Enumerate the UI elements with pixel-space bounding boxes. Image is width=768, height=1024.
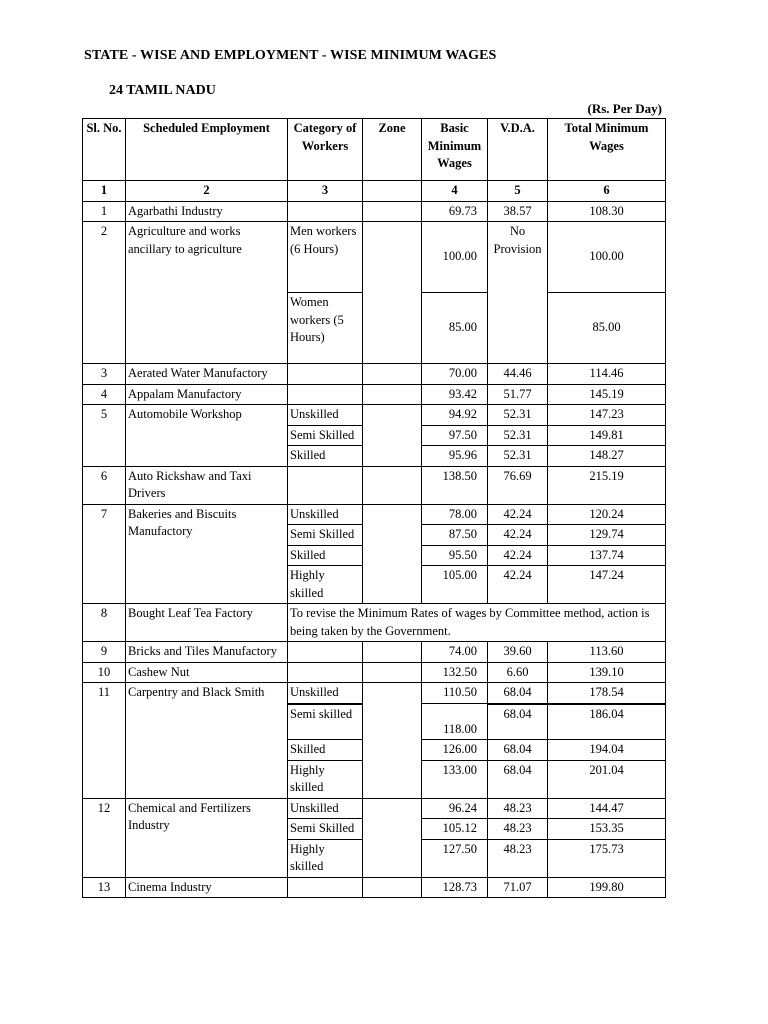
colnum: 3 <box>288 181 363 202</box>
minimum-wages-table <box>82 118 666 898</box>
header-row <box>83 119 666 181</box>
table-row <box>83 222 666 293</box>
table-row <box>83 683 666 704</box>
category-cell: Semi Skilled <box>288 819 363 840</box>
table-row <box>83 504 666 525</box>
basic-cell: 95.50 <box>422 545 488 566</box>
total-cell: 148.27 <box>548 446 666 467</box>
sl-cell: 4 <box>83 384 126 405</box>
category-cell: Unskilled <box>288 798 363 819</box>
total-cell: 194.04 <box>548 740 666 761</box>
basic-cell: 132.50 <box>422 662 488 683</box>
vda-cell: 42.24 <box>488 545 548 566</box>
colnum <box>363 181 422 202</box>
table-row <box>83 604 666 642</box>
basic-cell: 87.50 <box>422 525 488 546</box>
employment-cell: Chemical and Fertilizers Industry <box>126 798 288 877</box>
zone-cell <box>363 222 422 364</box>
vda-cell: 68.04 <box>488 760 548 798</box>
total-cell: 215.19 <box>548 466 666 504</box>
total-cell: 100.00 <box>548 222 666 293</box>
employment-cell: Agarbathi Industry <box>126 201 288 222</box>
sl-cell: 8 <box>83 604 126 642</box>
sl-cell: 11 <box>83 683 126 799</box>
category-cell: Men workers (6 Hours) <box>288 222 363 293</box>
category-cell <box>288 201 363 222</box>
vda-cell: 76.69 <box>488 466 548 504</box>
vda-cell: 6.60 <box>488 662 548 683</box>
vda-cell: 48.23 <box>488 798 548 819</box>
sl-cell: 10 <box>83 662 126 683</box>
vda-cell: 42.24 <box>488 504 548 525</box>
employment-cell: Bakeries and Biscuits Manufactory <box>126 504 288 604</box>
sl-cell: 12 <box>83 798 126 877</box>
category-cell <box>288 642 363 663</box>
zone-cell <box>363 405 422 467</box>
employment-cell: Automobile Workshop <box>126 405 288 467</box>
category-cell <box>288 877 363 898</box>
vda-cell: 68.04 <box>488 704 548 740</box>
vda-cell: 71.07 <box>488 877 548 898</box>
header-employment: Scheduled Employment <box>126 119 288 181</box>
vda-cell: 51.77 <box>488 384 548 405</box>
zone-cell <box>363 201 422 222</box>
employment-cell: Bricks and Tiles Manufactory <box>126 642 288 663</box>
sl-cell: 13 <box>83 877 126 898</box>
total-cell: 147.24 <box>548 566 666 604</box>
category-cell <box>288 364 363 385</box>
basic-cell: 96.24 <box>422 798 488 819</box>
category-cell: Unskilled <box>288 504 363 525</box>
total-cell: 145.19 <box>548 384 666 405</box>
basic-cell: 133.00 <box>422 760 488 798</box>
vda-cell: No Provision <box>488 222 548 364</box>
table-row <box>83 642 666 663</box>
category-cell: Skilled <box>288 545 363 566</box>
table-row <box>83 877 666 898</box>
zone-cell <box>363 384 422 405</box>
total-cell: 149.81 <box>548 425 666 446</box>
basic-cell: 94.92 <box>422 405 488 426</box>
basic-cell: 138.50 <box>422 466 488 504</box>
vda-cell: 39.60 <box>488 642 548 663</box>
colnum: 5 <box>488 181 548 202</box>
zone-cell <box>363 683 422 799</box>
vda-cell: 68.04 <box>488 740 548 761</box>
state-heading: 24 TAMIL NADU <box>109 83 216 98</box>
header-vda: V.D.A. <box>488 119 548 181</box>
sl-cell: 7 <box>83 504 126 604</box>
basic-cell: 85.00 <box>422 293 488 364</box>
basic-cell: 118.00 <box>422 704 488 740</box>
basic-cell: 105.00 <box>422 566 488 604</box>
table-row <box>83 466 666 504</box>
category-cell: Highly skilled <box>288 760 363 798</box>
employment-cell: Appalam Manufactory <box>126 384 288 405</box>
basic-cell: 105.12 <box>422 819 488 840</box>
colnum: 2 <box>126 181 288 202</box>
total-cell: 114.46 <box>548 364 666 385</box>
zone-cell <box>363 877 422 898</box>
zone-cell <box>363 364 422 385</box>
table-row <box>83 662 666 683</box>
note-cell: To revise the Minimum Rates of wages by Committee method, action is being taken by the Government. <box>288 604 666 642</box>
header-zone: Zone <box>363 119 422 181</box>
total-cell: 108.30 <box>548 201 666 222</box>
total-cell: 137.74 <box>548 545 666 566</box>
basic-cell: 97.50 <box>422 425 488 446</box>
sl-cell: 2 <box>83 222 126 364</box>
zone-cell <box>363 662 422 683</box>
total-cell: 129.74 <box>548 525 666 546</box>
basic-cell: 126.00 <box>422 740 488 761</box>
colnum: 6 <box>548 181 666 202</box>
category-cell: Highly skilled <box>288 566 363 604</box>
header-category: Category of Workers <box>288 119 363 181</box>
vda-cell: 42.24 <box>488 566 548 604</box>
employment-cell: Agriculture and works ancillary to agriculture <box>126 222 288 364</box>
employment-cell: Aerated Water Manufactory <box>126 364 288 385</box>
zone-cell <box>363 642 422 663</box>
category-cell: Skilled <box>288 740 363 761</box>
sl-cell: 9 <box>83 642 126 663</box>
basic-cell: 74.00 <box>422 642 488 663</box>
category-cell: Semi skilled <box>288 704 363 740</box>
column-number-row <box>83 181 666 202</box>
total-cell: 201.04 <box>548 760 666 798</box>
vda-cell: 52.31 <box>488 405 548 426</box>
table-row <box>83 798 666 819</box>
zone-cell <box>363 504 422 604</box>
sl-cell: 1 <box>83 201 126 222</box>
total-cell: 147.23 <box>548 405 666 426</box>
table-row <box>83 201 666 222</box>
colnum: 1 <box>83 181 126 202</box>
zone-cell <box>363 466 422 504</box>
category-cell <box>288 466 363 504</box>
category-cell <box>288 662 363 683</box>
employment-cell: Cashew Nut <box>126 662 288 683</box>
category-cell <box>288 384 363 405</box>
table-row <box>83 384 666 405</box>
basic-cell: 78.00 <box>422 504 488 525</box>
vda-cell: 38.57 <box>488 201 548 222</box>
total-cell: 113.60 <box>548 642 666 663</box>
total-cell: 139.10 <box>548 662 666 683</box>
unit-note: (Rs. Per Day) <box>587 101 662 116</box>
sl-cell: 3 <box>83 364 126 385</box>
vda-cell: 48.23 <box>488 819 548 840</box>
table-row <box>83 405 666 426</box>
vda-cell: 52.31 <box>488 446 548 467</box>
category-cell: Skilled <box>288 446 363 467</box>
header-sl: Sl. No. <box>83 119 126 181</box>
total-cell: 178.54 <box>548 683 666 704</box>
employment-cell: Carpentry and Black Smith <box>126 683 288 799</box>
total-cell: 85.00 <box>548 293 666 364</box>
category-cell: Highly skilled <box>288 839 363 877</box>
total-cell: 120.24 <box>548 504 666 525</box>
total-cell: 199.80 <box>548 877 666 898</box>
vda-cell: 42.24 <box>488 525 548 546</box>
vda-cell: 52.31 <box>488 425 548 446</box>
employment-cell: Bought Leaf Tea Factory <box>126 604 288 642</box>
basic-cell: 70.00 <box>422 364 488 385</box>
total-cell: 186.04 <box>548 704 666 740</box>
category-cell: Semi Skilled <box>288 525 363 546</box>
category-cell: Women workers (5 Hours) <box>288 293 363 364</box>
sl-cell: 6 <box>83 466 126 504</box>
basic-cell: 95.96 <box>422 446 488 467</box>
category-cell: Unskilled <box>288 405 363 426</box>
header-total: Total Minimum Wages <box>548 119 666 181</box>
colnum: 4 <box>422 181 488 202</box>
vda-cell: 48.23 <box>488 839 548 877</box>
sl-cell: 5 <box>83 405 126 467</box>
table-row <box>83 364 666 385</box>
basic-cell: 93.42 <box>422 384 488 405</box>
total-cell: 144.47 <box>548 798 666 819</box>
basic-cell: 110.50 <box>422 683 488 704</box>
basic-cell: 100.00 <box>422 222 488 293</box>
category-cell: Unskilled <box>288 683 363 704</box>
document-title: STATE - WISE AND EMPLOYMENT - WISE MINIMUM WAGES <box>84 48 497 63</box>
vda-cell: 68.04 <box>488 683 548 704</box>
category-cell: Semi Skilled <box>288 425 363 446</box>
basic-cell: 127.50 <box>422 839 488 877</box>
vda-cell: 44.46 <box>488 364 548 385</box>
basic-cell: 128.73 <box>422 877 488 898</box>
header-basic: Basic Minimum Wages <box>422 119 488 181</box>
total-cell: 153.35 <box>548 819 666 840</box>
employment-cell: Auto Rickshaw and Taxi Drivers <box>126 466 288 504</box>
basic-cell: 69.73 <box>422 201 488 222</box>
employment-cell: Cinema Industry <box>126 877 288 898</box>
total-cell: 175.73 <box>548 839 666 877</box>
zone-cell <box>363 798 422 877</box>
